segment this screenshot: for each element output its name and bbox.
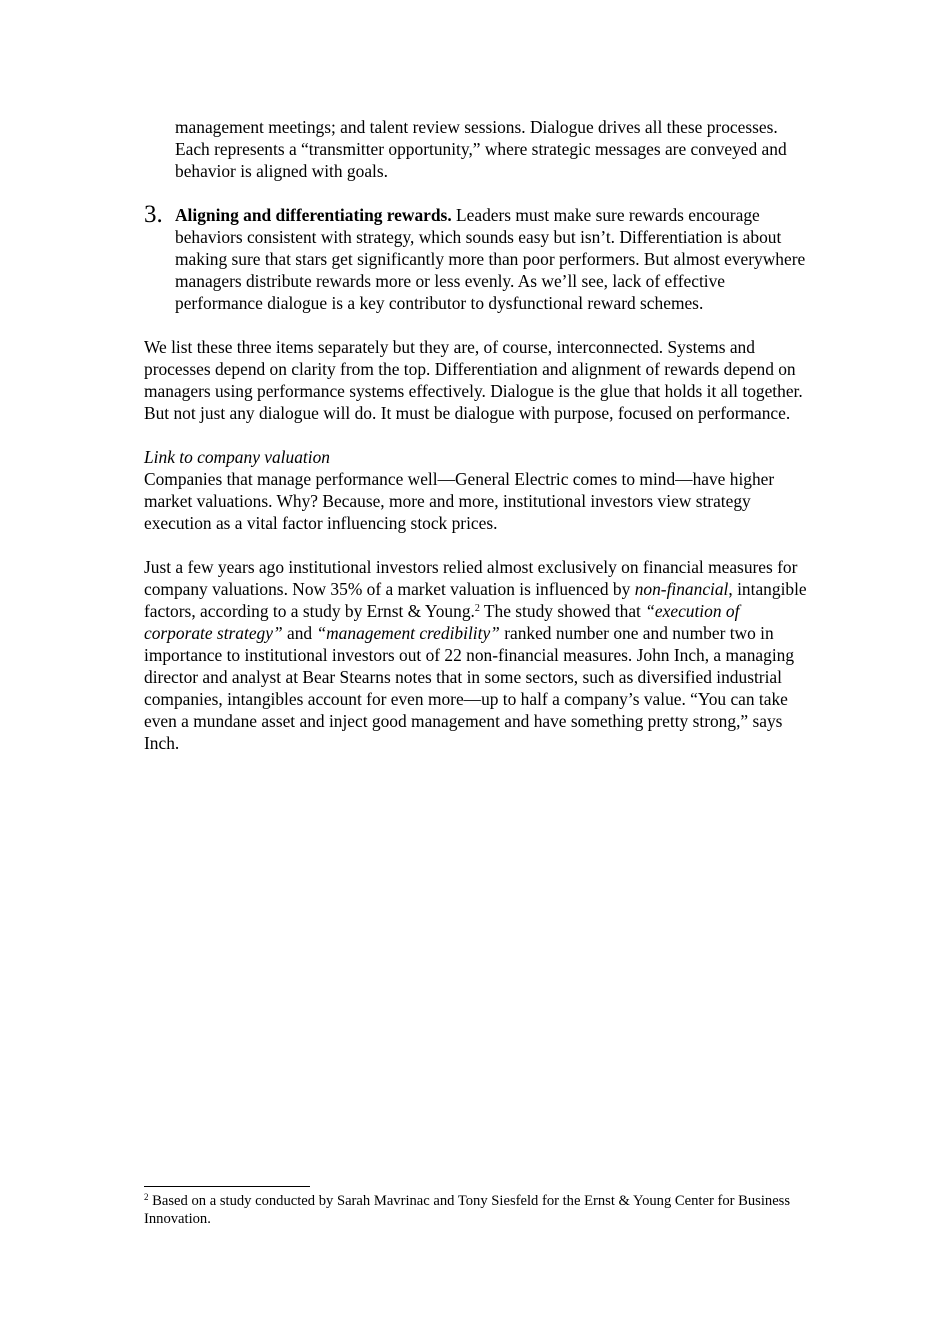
footnote-reference[interactable]: 2 (474, 603, 480, 614)
valuation-paragraph-1: Companies that manage performance well—General Electric comes to mind—have higher market valuations. Why? Because, more and more, institutional investors view strategy execution as a vital factor influencing stock prices. (144, 469, 775, 533)
text-run: , intangible factors, according to a study by Ernst & Young. (144, 579, 807, 621)
footnote-text: Based on a study conducted by Sarah Mavrinac and Tony Siesfeld for the Ernst & Young Center for Business Innovation. (144, 1193, 791, 1227)
text-run: The study showed that (479, 601, 646, 621)
list-item-body: Leaders must make sure rewards encourage behaviors consistent with strategy, which sounds easy but isn’t. Differentiation is about making sure that stars get significantly more than poor performers. But almost everywhere managers distribute rewards more or less evenly. As we’ll see, lack of effective performance dialogue is a key contributor to dysfunctional reward schemes. (175, 205, 806, 313)
list-item-3-text (175, 204, 808, 314)
footnote-marker: 2 (144, 1192, 149, 1202)
footnote (144, 1192, 804, 1228)
italic-run: “management credibility” (316, 623, 500, 643)
italic-run: “execution of corporate strategy” (144, 601, 740, 643)
valuation-paragraph-2 (144, 556, 808, 754)
footnote-separator (144, 1186, 310, 1187)
section-heading: Link to company valuation (144, 447, 330, 467)
document-page (144, 116, 808, 754)
list-item-3 (144, 201, 808, 314)
list-item-lead: Aligning and differentiating rewards. (175, 205, 452, 225)
list-number: 3. (144, 201, 163, 228)
list-continuation-paragraph: management meetings; and talent review sessions. Dialogue drives all these processes. Each represents a “transmitter opportunity,” where strategic messages are conveyed and behavior is aligned with goals. (175, 117, 787, 181)
italic-run: non-financial (634, 579, 729, 599)
summary-paragraph: We list these three items separately but they are, of course, interconnected. Systems and processes depend on clarity from the top. Differentiation and alignment of rewards depend on managers using performance systems effectively. Dialogue is the glue that holds it all together. But not just any dialogue will do. It must be dialogue with purpose, focused on performance. (144, 337, 803, 423)
text-run: ranked number one and number two in importance to institutional investors out of 22 non-financial measures. John Inch, a managing director and analyst at Bear Stearns notes that in some sectors, such as diversified industrial companies, intangibles account for even more—up to half a company’s value. “You can take even a mundane asset and inject good management and have something pretty strong,” says Inch. (144, 623, 795, 753)
text-run: and (282, 623, 317, 643)
text-run: Just a few years ago institutional investors relied almost exclusively on financial measures for company valuations. Now 35% of a market valuation is influenced by (144, 557, 798, 599)
